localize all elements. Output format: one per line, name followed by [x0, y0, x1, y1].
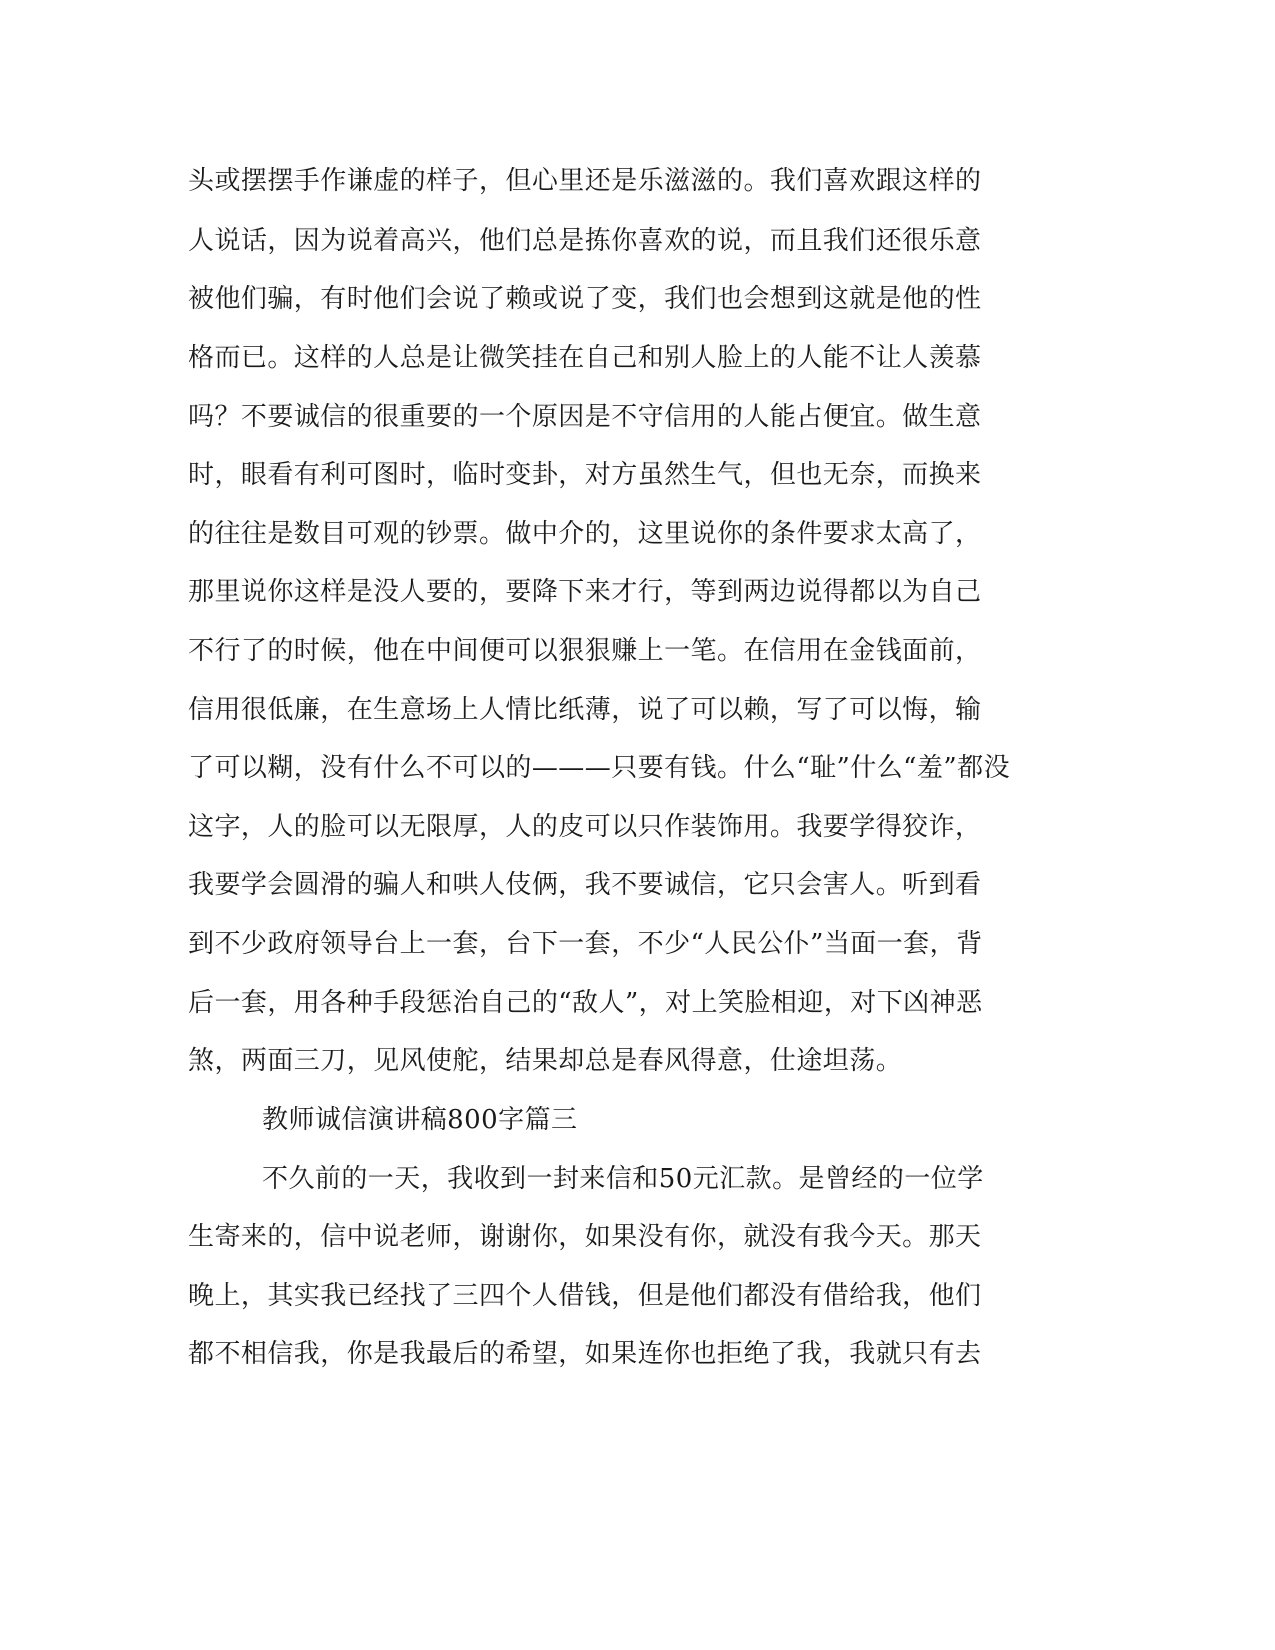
- body-text-line: 都不相信我，你是我最后的希望，如果连你也拒绝了我，我就只有去: [188, 1339, 982, 1369]
- body-text-line: 后一套，用各种手段惩治自己的“敌人”，对上笑脸相迎，对下凶神恶: [188, 988, 983, 1018]
- body-text-line: 晚上，其实我已经找了三四个人借钱，但是他们都没有借给我，他们: [188, 1281, 982, 1311]
- body-text-line: 信用很低廉，在生意场上人情比纸薄，说了可以赖，写了可以悔，输: [188, 695, 982, 725]
- body-text-line: 时，眼看有利可图时，临时变卦，对方虽然生气，但也无奈，而换来: [188, 460, 982, 490]
- body-text-line: 到不少政府领导台上一套，台下一套，不少“人民公仆”当面一套，背: [188, 929, 983, 959]
- body-text-line: 这字，人的脸可以无限厚，人的皮可以只作装饰用。我要学得狡诈，: [188, 812, 982, 842]
- body-text-line: 生寄来的，信中说老师，谢谢你，如果没有你，就没有我今天。那天: [188, 1222, 982, 1252]
- body-text-line: 吗？不要诚信的很重要的一个原因是不守信用的人能占便宜。做生意: [188, 402, 982, 432]
- body-text-line: 头或摆摆手作谦虚的样子，但心里还是乐滋滋的。我们喜欢跟这样的: [188, 166, 982, 196]
- body-text-line: 我要学会圆滑的骗人和哄人伎俩，我不要诚信，它只会害人。听到看: [188, 870, 982, 900]
- body-text-line: 了可以糊，没有什么不可以的———只要有钱。什么“耻”什么“羞”都没: [188, 753, 1011, 783]
- body-text-line: 煞，两面三刀，见风使舵，结果却总是春风得意，仕途坦荡。: [188, 1046, 903, 1076]
- body-text-line: 不久前的一天，我收到一封来信和50元汇款。是曾经的一位学: [262, 1164, 984, 1194]
- body-text-line: 格而已。这样的人总是让微笑挂在自己和别人脸上的人能不让人羡慕: [188, 343, 982, 373]
- body-text-line: 那里说你这样是没人要的，要降下来才行，等到两边说得都以为自己: [188, 577, 982, 607]
- body-text-line: 不行了的时候，他在中间便可以狠狠赚上一笔。在信用在金钱面前，: [188, 636, 982, 666]
- body-text-line: 被他们骗，有时他们会说了赖或说了变，我们也会想到这就是他的性: [188, 284, 982, 314]
- body-text-line: 人说话，因为说着高兴，他们总是拣你喜欢的说，而且我们还很乐意: [188, 226, 982, 256]
- body-text-line: 的往往是数目可观的钞票。做中介的，这里说你的条件要求太高了，: [188, 519, 982, 549]
- section-heading: 教师诚信演讲稿800字篇三: [262, 1105, 578, 1135]
